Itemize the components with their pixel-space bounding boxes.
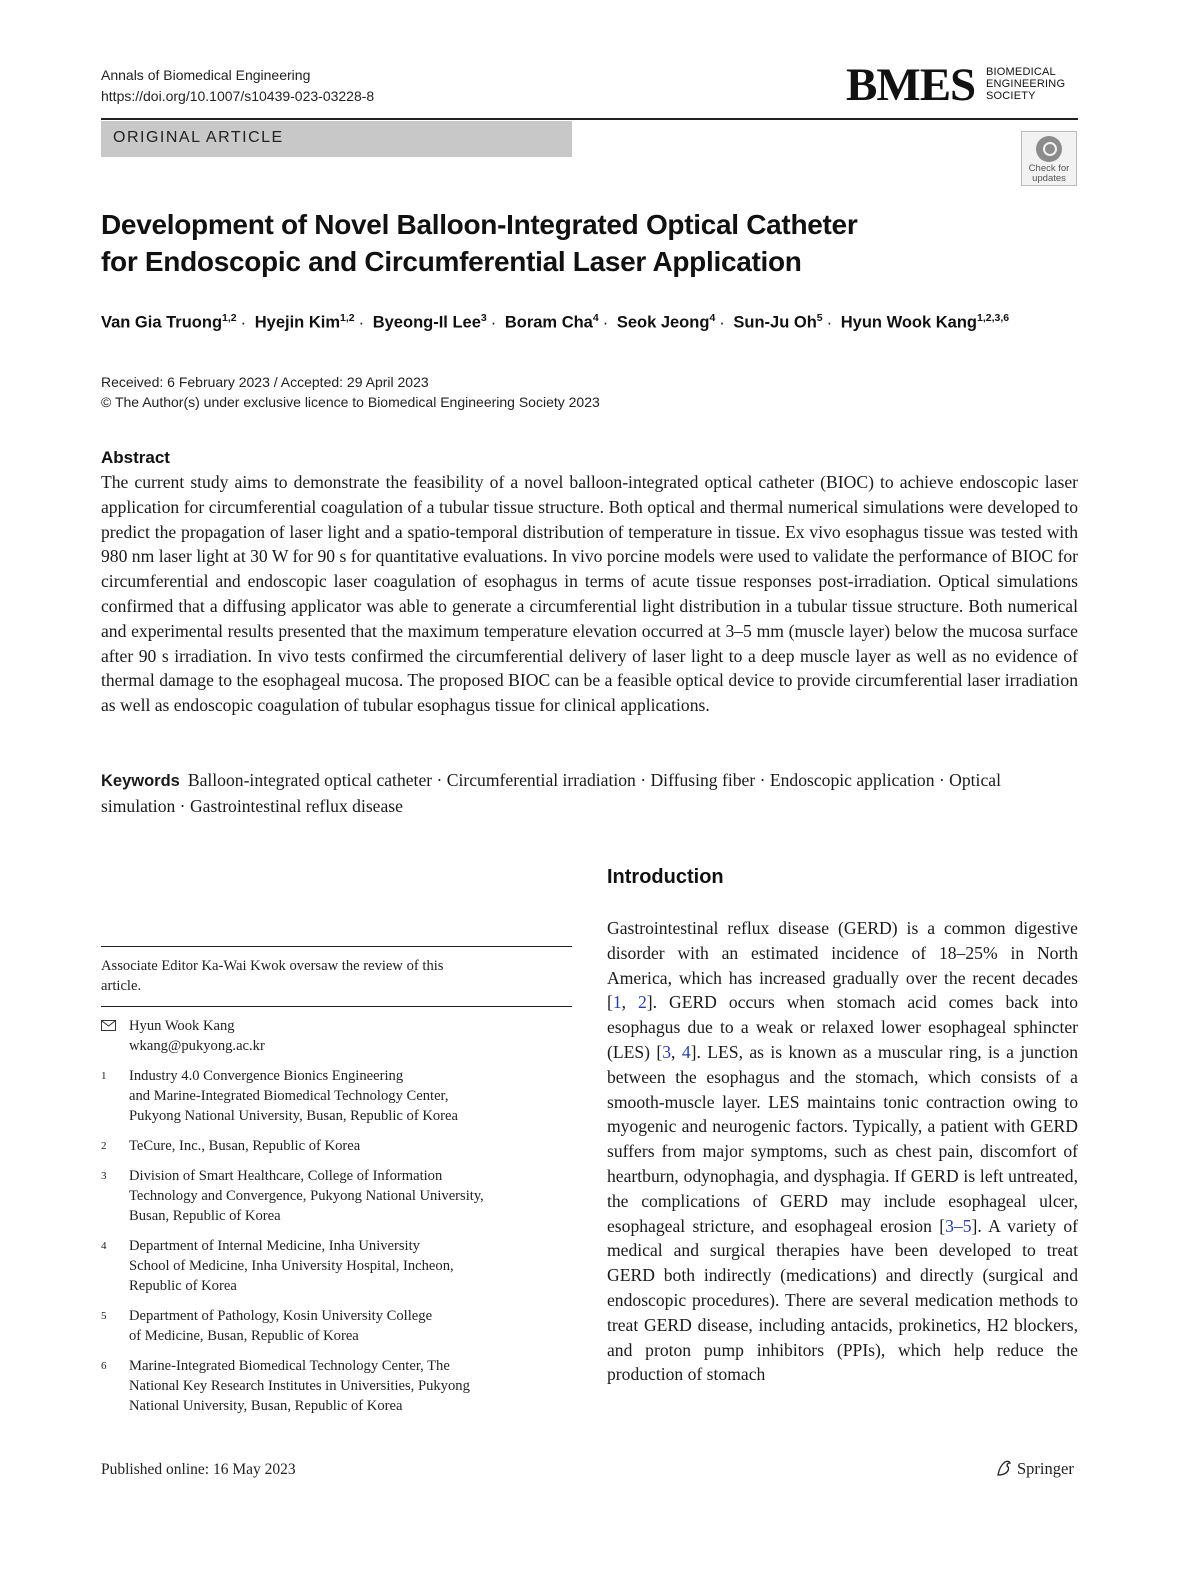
article-type-label: ORIGINAL ARTICLE [113, 129, 284, 146]
springer-logo [995, 1459, 1074, 1482]
affiliation-item [101, 1356, 572, 1416]
keywords-label: Keywords [101, 772, 180, 790]
citation-link[interactable]: 4 [681, 1041, 691, 1062]
abstract-body: The current study aims to demonstrate the feasibility of a novel balloon-integrated optical catheter (BIOC) to achieve endoscopic laser application for circumferential coagulation of a tubular tissue structure. Both optical and thermal numerical simulations were developed to predict the propagation of laser light and a spatio-temporal distribution of temperature in tissue. Ex vivo esophagus tissue was tested with 980 nm laser light at 30 W for 90 s for quantitative evaluations. In vivo porcine models were used to validate the performance of BIOC for circumferential and endoscopic laser coagulation of esophagus in terms of acute tissue responses post-irradiation. Optical simulations confirmed that a diffusing applicator was able to generate a circumferential light distribution in a tubular tissue structure. Both numerical and experimental results presented that the maximum temperature elevation occurred at 3–5 mm (muscle layer) below the mucosa surface after 90 s irradiation. In vivo tests confirmed the circumferential delivery of laser light to a deep muscle layer as well as no evidence of thermal damage to the esophageal mucosa. The proposed BIOC can be a feasible optical device to provide circumferential laser irradiation as well as endoscopic coagulation of tubular esophagus tissue for clinical applications. [101, 472, 1078, 716]
affiliation-line: National Key Research Institutes in Universities, Pukyong [129, 1378, 470, 1394]
introduction-body [607, 916, 1078, 1387]
affiliation-line: Department of Internal Medicine, Inha University [129, 1238, 420, 1254]
intro-text-run: , [671, 1041, 682, 1062]
author-affiliation: 3 [480, 312, 487, 324]
springer-text: Springer [1017, 1459, 1074, 1478]
affiliation-line: TeCure, Inc., Busan, Republic of Korea [129, 1138, 361, 1154]
keywords-list: Balloon-integrated optical catheter · Circumferential irradiation · Diffusing fiber · Endoscopic application · Optical simulation · Gastrointestinal reflux disease [101, 770, 1001, 816]
abstract-heading: Abstract [101, 448, 170, 467]
citation-link[interactable]: 2 [638, 992, 647, 1013]
updates-line-2: updates [1032, 173, 1066, 184]
footnote-rule-bottom [101, 1006, 572, 1007]
article-title [101, 206, 1001, 280]
bmes-logo-text: BMES [846, 59, 976, 111]
affiliation-number: 6 [101, 1360, 107, 1372]
received-accepted: Received: 6 February 2023 / Accepted: 29 April 2023 [101, 374, 429, 390]
affiliation-line: Division of Smart Healthcare, College of Information [129, 1168, 443, 1184]
editor-note [101, 956, 541, 996]
journal-header [101, 65, 374, 107]
author-affiliation: 5 [816, 312, 823, 324]
intro-text-run: , [621, 992, 638, 1013]
affiliation-line: Department of Pathology, Kosin University College [129, 1308, 433, 1324]
affiliation-item [101, 1236, 572, 1296]
author-name[interactable]: Seok Jeong [616, 313, 710, 332]
affiliation-number: 4 [101, 1240, 107, 1252]
author-name[interactable]: Boram Cha [504, 313, 593, 332]
bmes-logo [846, 59, 1078, 111]
author-name[interactable]: Byeong-Il Lee [372, 313, 481, 332]
affiliation-number: 2 [101, 1140, 107, 1152]
corresponding-author [101, 1016, 572, 1056]
journal-name: Annals of Biomedical Engineering [101, 67, 311, 83]
affiliation-line: Busan, Republic of Korea [129, 1208, 281, 1224]
citation-link[interactable]: 1 [612, 992, 622, 1013]
introduction-heading: Introduction [607, 866, 724, 888]
affiliation-item [101, 1306, 572, 1346]
check-updates-icon [1036, 136, 1062, 162]
citation-link[interactable]: 3 [662, 1041, 672, 1062]
affiliation-number: 1 [101, 1070, 107, 1082]
affiliation-item [101, 1066, 572, 1126]
check-updates-text [1022, 164, 1076, 184]
header-rule [101, 118, 1078, 120]
affiliation-line: Industry 4.0 Convergence Bionics Engineering [129, 1068, 404, 1084]
affiliation-item [101, 1166, 572, 1226]
keywords-section [101, 768, 1078, 819]
footnote-rule-top [101, 946, 572, 947]
check-for-updates-badge[interactable] [1021, 131, 1077, 186]
updates-line-1: Check for [1028, 163, 1070, 174]
copyright-notice: © The Author(s) under exclusive licence to Biomedical Engineering Society 2023 [101, 394, 600, 410]
published-online: Published online: 16 May 2023 [101, 1461, 296, 1478]
citation-link[interactable]: 3–5 [945, 1215, 972, 1236]
title-line-1: Development of Novel Balloon-Integrated Optical Catheter [101, 209, 858, 240]
intro-text-run: ]. GERD occurs when stomach acid comes back into esophagus due to a weak or relaxed lower esophageal sphincter (LES) [ [607, 992, 1078, 1062]
author-name[interactable]: Hyejin Kim [254, 313, 341, 332]
bmes-logo-subtitle [986, 66, 1065, 102]
author-affiliation: 4 [709, 312, 716, 324]
corresponding-email[interactable]: wkang@pukyong.ac.kr [129, 1038, 265, 1054]
affiliation-line: and Marine-Integrated Biomedical Technology Center, [129, 1088, 449, 1104]
affiliation-line: Marine-Integrated Biomedical Technology Center, The [129, 1358, 450, 1374]
affiliation-line: Technology and Convergence, Pukyong National University, [129, 1188, 484, 1204]
author-name[interactable]: Van Gia Truong [101, 313, 223, 332]
affiliation-line: of Medicine, Busan, Republic of Korea [129, 1328, 359, 1344]
envelope-icon [101, 1020, 116, 1031]
intro-text-run: ]. A variety of medical and surgical therapies have been developed to treat GERD both indirectly (medications) and directly (surgical and endoscopic procedures). There are several medication methods to treat GERD disease, including antacids, prokinetics, H2 blockers, and proton pump inhibitors (PPIs), which help reduce the production of stomach [607, 1215, 1079, 1385]
editor-note-line: Associate Editor Ka-Wai Kwok oversaw the review of this [101, 958, 444, 974]
doi-link[interactable]: https://doi.org/10.1007/s10439-023-03228-8 [101, 88, 375, 104]
affiliations [101, 1016, 572, 1426]
author-list: Van Gia Truong$^{1,2}$ · Hyejin Kim$^{1,2}$ · Byeong-Il Lee$^3$ · Boram Cha$^4$ · Seok Jeong$^4$ · Sun-Ju $Oh^5$ · Hyun Wook Kang$^{1,2,3,6}$ [101, 312, 1010, 332]
springer-horse-icon [995, 1459, 1013, 1482]
intro-text-run: ]. LES, as is known as a muscular ring, is a junction between the esophagus and the stomach, which consists of a smooth-muscle layer. LES maintains tonic contraction owing to myogenic and neurogenic factors. Typically, a patient with GERD suffers from major symptoms, such as chest pain, discomfort of heartburn, odynophagia, and dysphagia. If GERD is left untreated, the complications of GERD may include esophageal ulcer, esophageal stricture, and esophageal erosion [ [607, 1041, 1079, 1236]
affiliation-line: National University, Busan, Republic of Korea [129, 1398, 403, 1414]
author-affiliation: 1,2,3,6 [977, 312, 1010, 324]
title-line-2: for Endoscopic and Circumferential Laser Application [101, 246, 802, 277]
author-name[interactable]: Hyun Wook Kang [840, 313, 978, 332]
bmes-sub-1: BIOMEDICAL [986, 66, 1056, 78]
affiliation-line: School of Medicine, Inha University Hospital, Incheon, [129, 1258, 454, 1274]
intro-text-run: Gastrointestinal reflux disease (GERD) is a common digestive disorder with an estimated incidence of 18–25% in North America, which has increased gradually over the recent decades [ [607, 918, 1078, 1013]
author-affiliation: 1,2 [340, 312, 355, 324]
author-name[interactable]: Sun-Ju Oh [733, 313, 817, 332]
author-affiliation: 1,2 [222, 312, 237, 324]
editor-note-line: article. [101, 978, 142, 994]
affiliation-number: 3 [101, 1170, 107, 1182]
affiliation-line: Pukyong National University, Busan, Republic of Korea [129, 1108, 458, 1124]
corresponding-name: Hyun Wook Kang [129, 1018, 235, 1034]
article-type-banner [101, 121, 572, 157]
bmes-sub-2: ENGINEERING [986, 78, 1066, 90]
bmes-sub-3: SOCIETY [986, 90, 1036, 102]
publication-dates [101, 372, 600, 412]
author-affiliation: 4 [592, 312, 599, 324]
affiliation-item [101, 1136, 572, 1156]
affiliation-number: 5 [101, 1310, 107, 1322]
affiliation-line: Republic of Korea [129, 1278, 237, 1294]
